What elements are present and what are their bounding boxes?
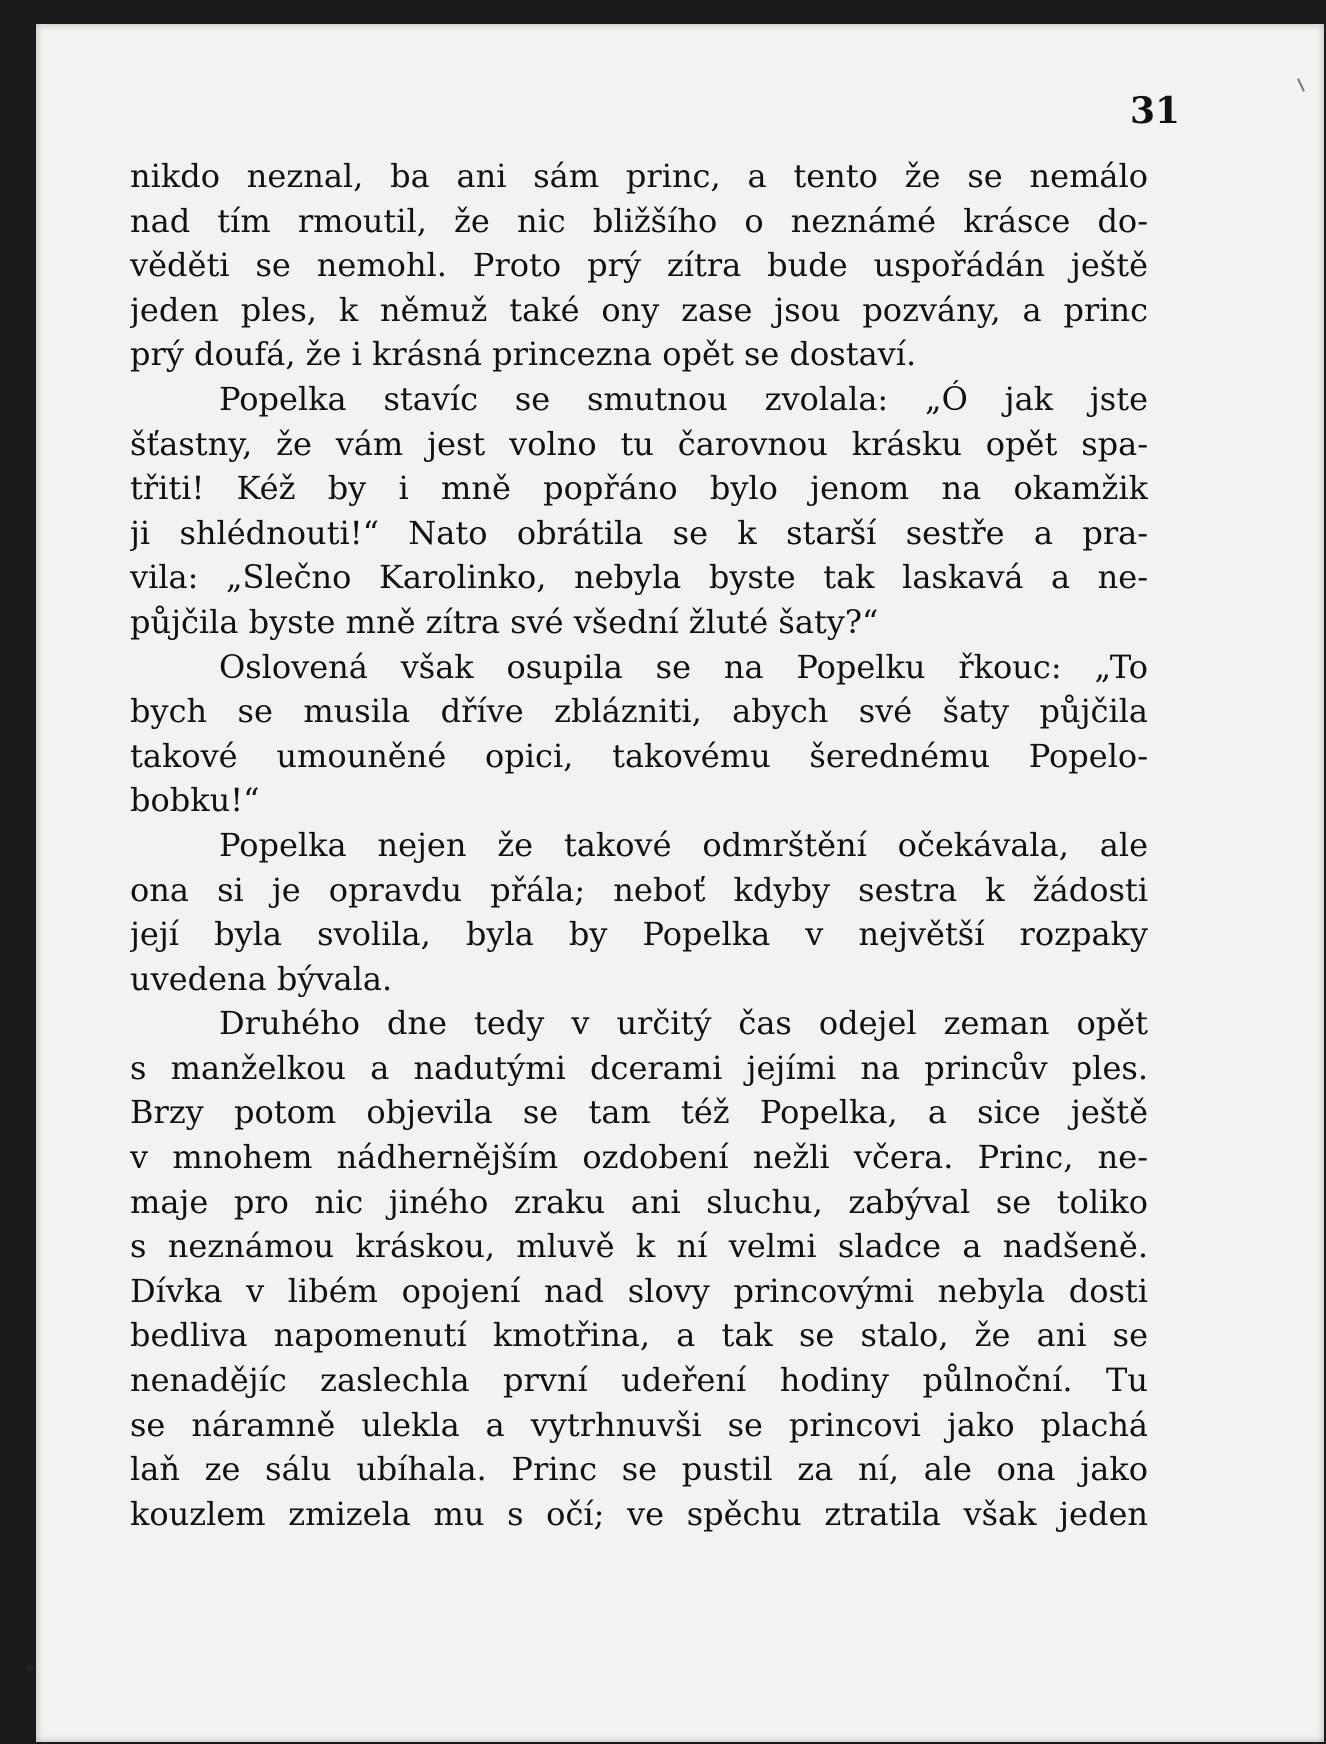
text-line: vila: „Slečno Karolinko, nebyla byste tak laskavá a ne- [130,558,1148,597]
text-line: Oslovená však osupila se na Popelku řkouc: „To [219,647,1148,686]
text-line: Dívka v libém opojení nad slovy princovými nebyla dosti [130,1271,1148,1310]
text-line: maje pro nic jiného zraku ani sluchu, zabýval se toliko [130,1182,1148,1221]
text-line: její byla svolila, byla by Popelka v největší rozpaky [130,915,1148,954]
text-line: bych se musila dříve zblázniti, abych své šaty půjčila [130,692,1148,731]
text-line: v mnohem nádhernějším ozdobení nežli včera. Princ, ne- [130,1138,1148,1177]
text-line: uvedena bývala. [130,959,393,998]
text-line: jeden ples, k němuž také ony zase jsou pozvány, a princ [130,290,1148,329]
text-line: Popelka stavíc se smutnou zvolala: „Ó jak jste [219,379,1148,418]
text-line: takové umouněné opici, takovému šerednému Popelo- [130,736,1148,775]
text-line: šťastny, že vám jest volno tu čarovnou krásku opět spa- [130,424,1148,463]
text-line: nad tím rmoutil, že nic bližšího o neznámé krásce do- [130,201,1148,240]
text-line: nikdo neznal, ba ani sám princ, a tento že se nemálo [130,157,1148,195]
text-line: bedliva napomenutí kmotřina, a tak se stalo, že ani se [130,1316,1148,1355]
text-line: s manželkou a nadutými dcerami jejími na princův ples. [130,1048,1148,1087]
text-line: s neznámou kráskou, mluvě k ní velmi sladce a nadšeně. [130,1227,1148,1266]
text-line: Popelka nejen že takové odmrštění očekávala, ale [219,825,1148,864]
page-body-text [130,154,1148,1536]
text-line: se náramně ulekla a vytrhnuvši se princovi jako plachá [130,1405,1148,1444]
text-line: půjčila byste mně zítra své všední žluté šaty?“ [130,602,879,641]
text-line: Brzy potom objevila se tam též Popelka, a sice ještě [130,1093,1148,1132]
text-line: laň ze sálu ubíhala. Princ se pustil za ní, ale ona jako [130,1450,1148,1489]
text-line: třiti! Kéž by i mně popřáno bylo jenom na okamžik [130,469,1148,508]
margin-dot [26,1664,34,1672]
text-line: bobku!“ [130,781,260,820]
text-line: věděti se nemohl. Proto prý zítra bude uspořádán ještě [130,246,1148,285]
book-page [36,24,1324,1742]
text-line: nenadějíc zaslechla první udeření hodiny půlnoční. Tu [130,1361,1148,1400]
page-number: 31 [1130,90,1181,132]
text-line: ona si je opravdu přála; neboť kdyby sestra k žádosti [130,870,1148,909]
text-line: prý doufá, že i krásná princezna opět se dostaví. [130,335,917,374]
scan-mark [1297,78,1305,92]
text-line: Druhého dne tedy v určitý čas odejel zeman opět [219,1004,1148,1043]
text-line: ji shlédnouti!“ Nato obrátila se k starší sestře a pra- [130,513,1148,552]
text-line: kouzlem zmizela mu s očí; ve spěchu ztratila však jeden [130,1494,1148,1533]
